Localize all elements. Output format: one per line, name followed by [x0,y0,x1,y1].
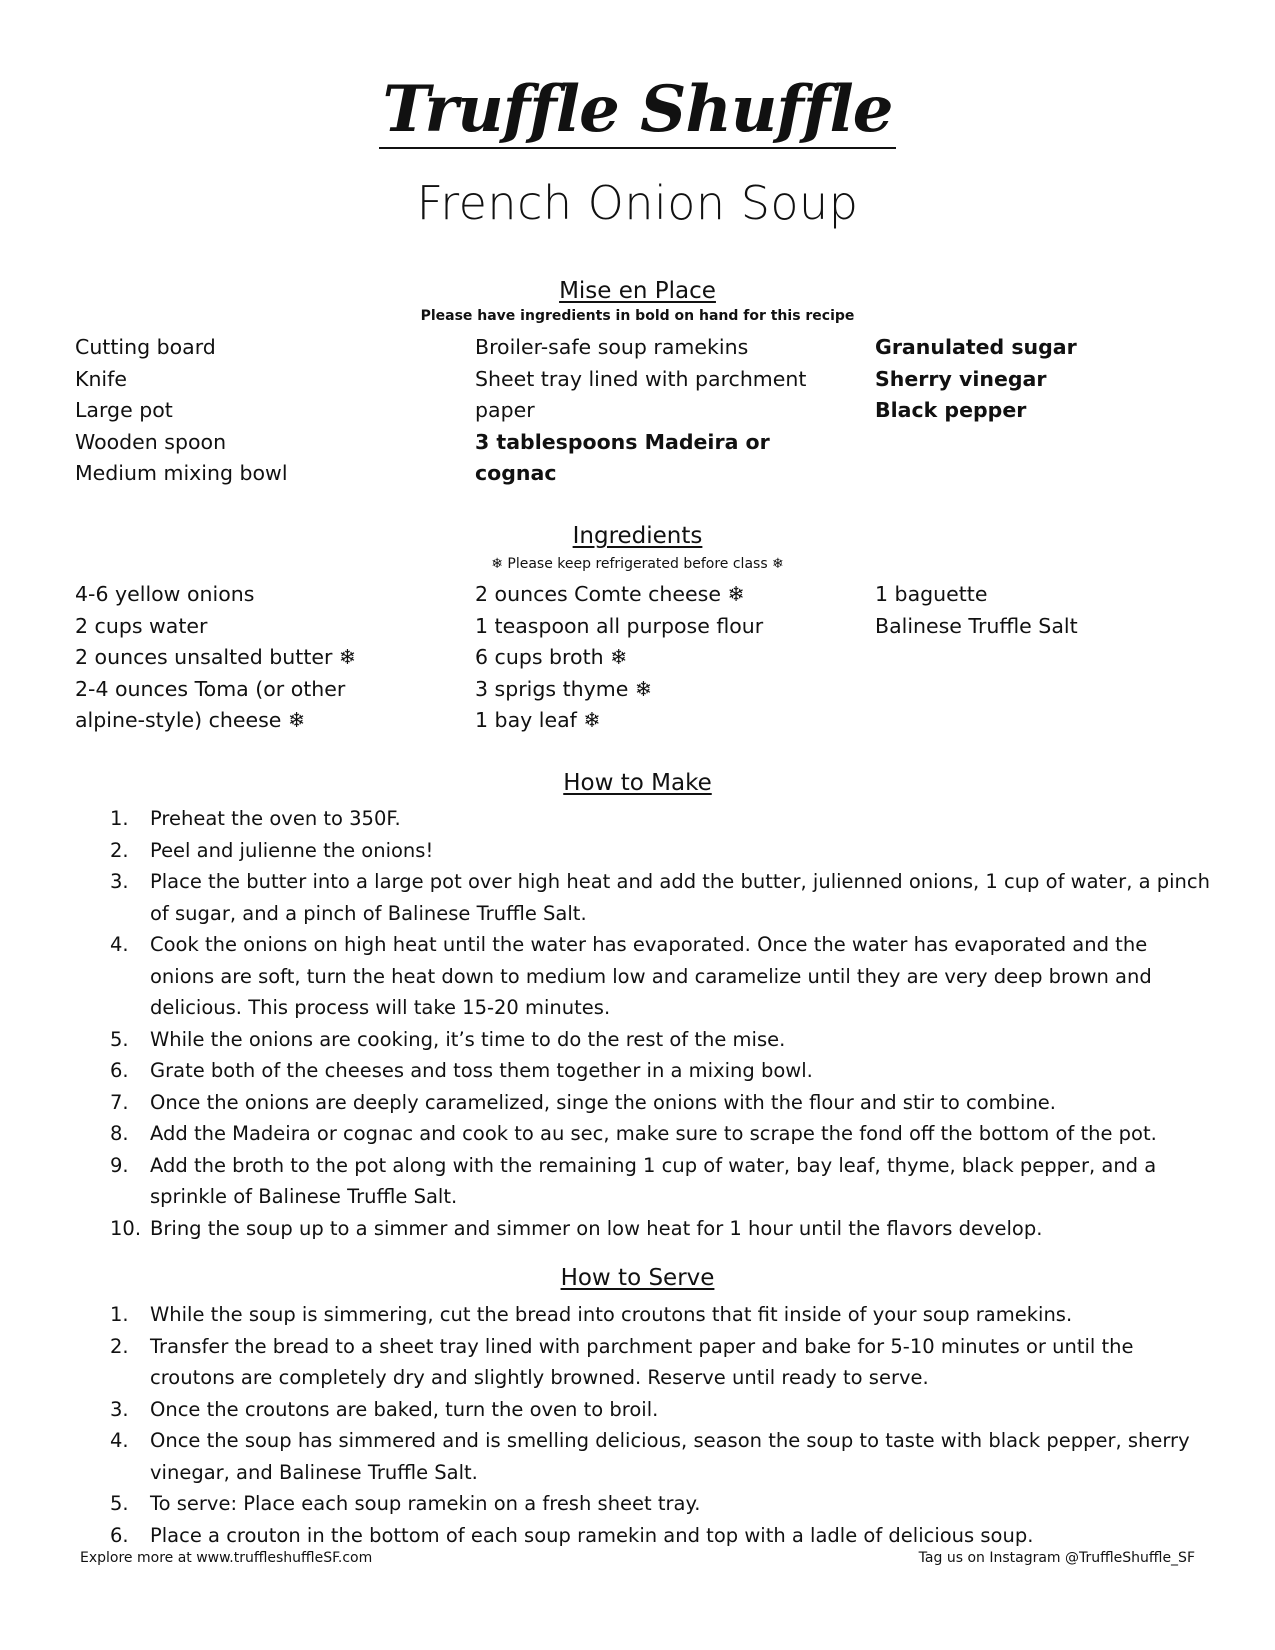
step-item [110,1488,1210,1520]
step-item [110,835,1210,867]
step-text: Add the Madeira or cognac and cook to au sec, make sure to scrape the fond off the bottom of the pot. [150,1122,1157,1145]
footer-website-link[interactable]: Explore more at www.truffleshuffleSF.com [80,1550,373,1566]
mise-item: Large pot [75,398,173,422]
mise-item: paper [475,398,535,422]
step-number: 9. [110,1153,129,1177]
ingredients-column-2 [475,579,763,737]
step-number: 6. [110,1059,129,1082]
mise-item: Knife [75,366,127,391]
step-text: To serve: Place each soup ramekin on a fresh sheet tray. [150,1492,701,1515]
step-item [110,1299,1210,1331]
step-item [110,929,1210,1024]
step-number: 7. [110,1090,129,1114]
mise-item: Sheet tray lined with parchment [475,366,807,391]
step-item [110,1118,1210,1150]
step-item [110,1331,1210,1394]
recipe-title: French Onion Soup [416,176,859,230]
step-text: Place a crouton in the bottom of each soup ramekin and top with a ladle of delicious soup. [150,1523,1034,1547]
ingredient-item: 2 cups water [75,613,208,638]
mise-column-1 [75,332,288,490]
mise-item: Cutting board [75,335,216,359]
step-number: 1. [110,1303,129,1326]
ingredient-item: 4-6 yellow onions [75,582,255,606]
refrigerate-note: ❄ Please keep refrigerated before class ❄ [491,556,784,572]
mise-heading: Mise en Place [559,278,716,304]
step-text: Transfer the bread to a sheet tray lined with parchment paper and bake for 5-10 minutes or until the croutons are completely dry and slightly browned. Reserve until ready to serve. [150,1334,1134,1389]
how-to-make-heading: How to Make [563,770,712,796]
step-number: 2. [110,838,129,862]
step-text: Preheat the oven to 350F. [150,807,401,830]
step-item [110,1024,1210,1056]
step-item [110,1055,1210,1087]
mise-item: Medium mixing bowl [75,461,288,485]
step-item [110,1087,1210,1119]
step-item [110,803,1210,835]
step-item [110,866,1210,929]
step-number: 1. [110,807,129,830]
step-text: While the soup is simmering, cut the bread into croutons that fit inside of your soup ramekins. [150,1303,1073,1326]
mise-item-required: cognac [475,461,557,485]
ingredient-item: Balinese Truffle Salt [875,613,1078,638]
step-number: 5. [110,1027,129,1051]
ingredient-item: 3 sprigs thyme ❄ [475,676,653,701]
mise-item-required: Sherry vinegar [875,366,1047,391]
step-text: Cook the onions on high heat until the water has evaporated. Once the water has evaporated and the onions are soft, turn the heat down to medium low and caramelize until they are very deep brown and delicious. This process will take 15-20 minutes. [150,933,1152,1019]
mise-note: Please have ingredients in bold on hand for this recipe [420,308,855,324]
step-item [110,1213,1210,1245]
step-number: 4. [110,1429,129,1452]
mise-item-required: Black pepper [875,398,1027,422]
how-to-serve-steps [110,1299,1210,1551]
step-number: 8. [110,1122,129,1145]
step-item [110,1394,1210,1426]
step-text: Add the broth to the pot along with the remaining 1 cup of water, bay leaf, thyme, black pepper, and a sprinkle of Balinese Truffle Salt. [150,1153,1157,1208]
ingredient-item: alpine-style) cheese ❄ [75,708,306,732]
step-text: Bring the soup up to a simmer and simmer on low heat for 1 hour until the flavors develop. [150,1216,1043,1240]
step-item [110,1520,1210,1552]
step-text: Place the butter into a large pot over high heat and add the butter, julienned onions, 1 cup of water, a pinch of sugar, and a pinch of Balinese Truffle Salt. [150,870,1210,925]
step-text: Once the soup has simmered and is smelling delicious, season the soup to taste with black pepper, sherry vinegar, and Balinese Truffle Salt. [150,1429,1190,1484]
brand-logo: Truffle Shuffle [0,78,1275,142]
ingredients-column-3 [875,579,1078,642]
mise-item: Wooden spoon [75,429,227,454]
how-to-make-steps [110,803,1210,1244]
ingredient-item: 2 ounces unsalted butter ❄ [75,645,357,669]
mise-column-2 [475,332,806,490]
mise-item-required: Granulated sugar [875,335,1077,359]
step-text: Grate both of the cheeses and toss them together in a mixing bowl. [150,1059,813,1082]
step-item [110,1150,1210,1213]
ingredient-item: 1 teaspoon all purpose flour [475,613,764,638]
step-text: While the onions are cooking, it’s time to do the rest of the mise. [150,1027,786,1051]
step-number: 2. [110,1334,129,1358]
ingredients-column-1 [75,579,356,737]
step-text: Once the onions are deeply caramelized, singe the onions with the flour and stir to combine. [150,1090,1057,1114]
step-number: 3. [110,870,129,893]
ingredient-item: 2-4 ounces Toma (or other [75,676,346,701]
mise-item-required: 3 tablespoons Madeira or [475,429,770,454]
step-number: 6. [110,1523,129,1547]
step-number: 5. [110,1492,129,1515]
ingredient-item: 1 baguette [875,582,988,606]
step-text: Peel and julienne the onions! [150,838,434,862]
step-number: 4. [110,933,129,956]
step-item [110,1425,1210,1488]
ingredient-item: 1 bay leaf ❄ [475,708,601,732]
step-number: 10. [110,1216,142,1240]
step-number: 3. [110,1397,129,1421]
footer-instagram-link[interactable]: Tag us on Instagram @TruffleShuffle_SF [918,1550,1195,1566]
ingredients-heading: Ingredients [572,523,703,549]
mise-item: Broiler-safe soup ramekins [475,335,749,359]
mise-column-3 [875,332,1077,427]
step-text: Once the croutons are baked, turn the oven to broil. [150,1397,659,1421]
ingredient-item: 2 ounces Comte cheese ❄ [475,582,745,606]
how-to-serve-heading: How to Serve [560,1265,715,1291]
ingredient-item: 6 cups broth ❄ [475,645,628,669]
